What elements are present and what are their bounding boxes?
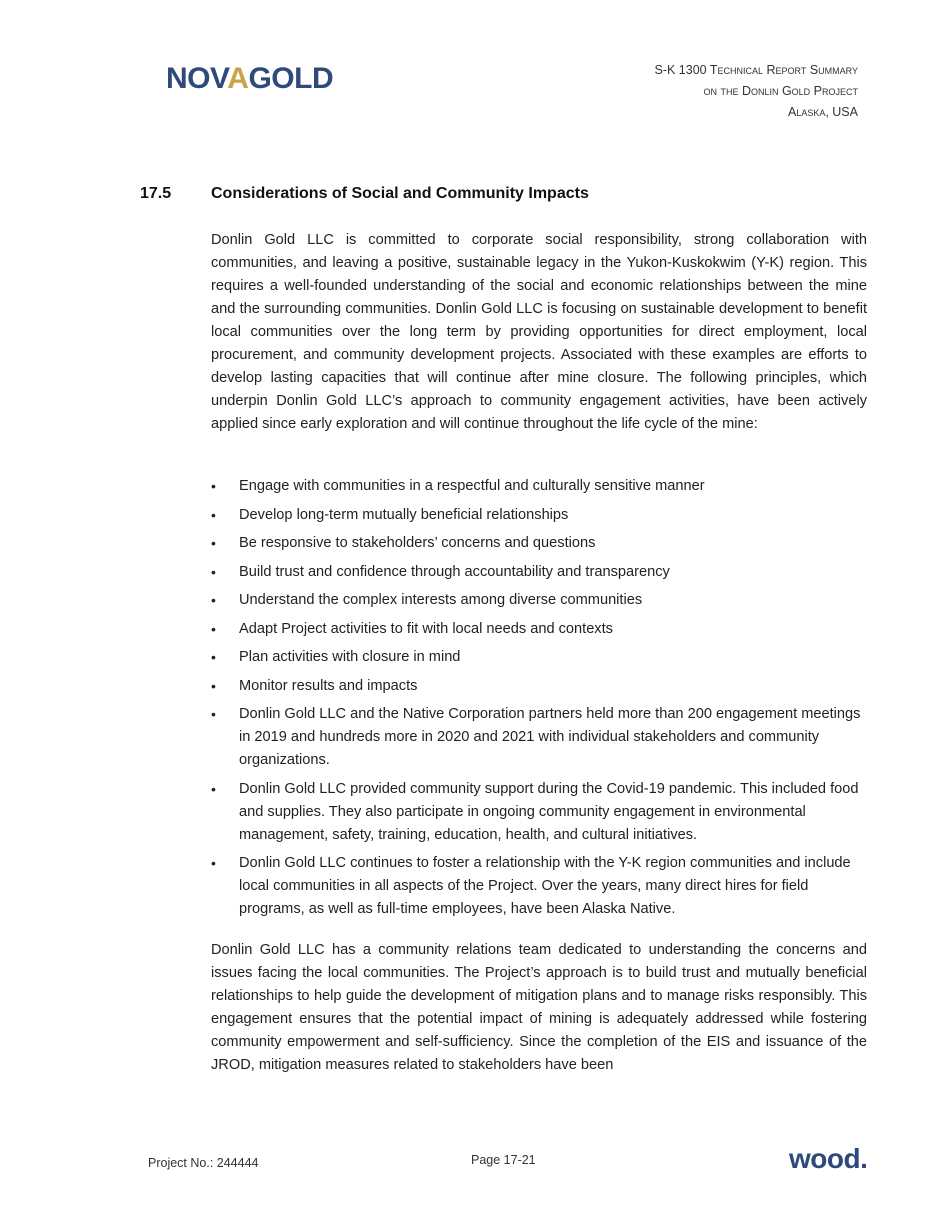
list-item-text: Donlin Gold LLC provided community support during the Covid-19 pandemic. This included food and supplies. They also participate in ongoing community engagement in environmental management, safety, training, education, health, and cultural initiatives. [239, 780, 859, 843]
list-item-text: Monitor results and impacts [239, 677, 418, 694]
section-title: Considerations of Social and Community Impacts [211, 185, 589, 202]
list-item [211, 618, 867, 641]
project-number: Project No.: 244444 [148, 1156, 259, 1170]
community-relations-paragraph-container [211, 939, 867, 1077]
bullet-icon: • [211, 620, 216, 637]
intro-paragraph: Donlin Gold LLC is committed to corporate social responsibility, strong collaboration with communities, and leaving a positive, sustainable legacy in the Yukon-Kuskokwim (Y-K) region. This requires a well-founded understanding of the social and economic relationships between the mine and the surrounding communities. Donlin Gold LLC is focusing on sustainable development to benefit local communities over the long term by providing opportunities for direct employment, local procurement, and community development projects. Associated with these examples are efforts to develop lasting capacities that will continue after mine closure. The following principles, which underpin Donlin Gold LLC’s approach to community engagement activities, have been actively applied since early exploration and will continue throughout the life cycle of the mine: [211, 232, 867, 432]
page-number: Page 17-21 [471, 1153, 536, 1167]
list-item [211, 561, 867, 584]
list-item [211, 504, 867, 527]
principles-list [211, 475, 867, 927]
header-line-1: S-K 1300 Technical Report Summary [654, 63, 858, 77]
bullet-icon: • [211, 563, 216, 580]
list-item-text: Develop long-term mutually beneficial relationships [239, 506, 569, 523]
community-relations-paragraph: Donlin Gold LLC has a community relations team dedicated to understanding the concerns and issues facing the local communities. The Project’s approach is to build trust and mutually beneficial relationships to help guide the development of mitigation plans and to manage risks responsibly. This engagement ensures that the potential impact of mining is adequately addressed while fostering community empowerment and self-sufficiency. Since the completion of the EIS and issuance of the JROD, mitigation measures related to stakeholders have been [211, 942, 867, 1073]
list-item [211, 646, 867, 669]
bullet-icon: • [211, 506, 216, 523]
bullet-icon: • [211, 592, 216, 608]
list-item [211, 589, 867, 612]
list-item [211, 778, 867, 847]
list-item-text: Donlin Gold LLC and the Native Corporation partners held more than 200 engagement meetings in 2019 and hundreds more in 2020 and 2021 with individual stakeholders and community organizations. [239, 706, 861, 768]
list-item-text: Donlin Gold LLC continues to foster a relationship with the Y-K region communities and include local communities in all aspects of the Project. Over the years, many direct hires for field programs, as well as full-time employees, have been Alaska Native. [239, 855, 851, 917]
list-item [211, 703, 867, 772]
bullet-icon: • [211, 855, 216, 871]
list-item-text: Adapt Project activities to fit with local needs and contexts [239, 620, 613, 637]
bullet-icon: • [211, 706, 216, 722]
novagold-logo [166, 64, 333, 94]
bullet-icon: • [211, 649, 216, 665]
list-item-text: Build trust and confidence through accountability and transparency [239, 563, 670, 580]
intro-paragraph-container [211, 229, 867, 436]
header-line-2: on the Donlin Gold Project [703, 84, 858, 98]
logo-text-accent: A [227, 62, 249, 95]
list-item-text: Engage with communities in a respectful and culturally sensitive manner [239, 478, 705, 494]
list-item [211, 675, 867, 698]
logo-text-left: NOV [166, 62, 228, 95]
wood-logo: wood. [789, 1143, 868, 1174]
header-line-3: Alaska, USA [787, 105, 858, 119]
list-item [211, 532, 867, 555]
bullet-icon: • [211, 478, 216, 494]
list-item [211, 475, 867, 498]
bullet-icon: • [211, 780, 216, 797]
bullet-icon: • [211, 677, 216, 694]
list-item-text: Understand the complex interests among diverse communities [239, 592, 643, 608]
list-item-text: Be responsive to stakeholders’ concerns and questions [239, 535, 596, 551]
list-item-text: Plan activities with closure in mind [239, 649, 461, 665]
bullet-icon: • [211, 535, 216, 551]
report-header [655, 60, 859, 123]
list-item [211, 852, 867, 921]
section-number: 17.5 [140, 185, 172, 202]
logo-text-right: GOLD [248, 62, 334, 95]
